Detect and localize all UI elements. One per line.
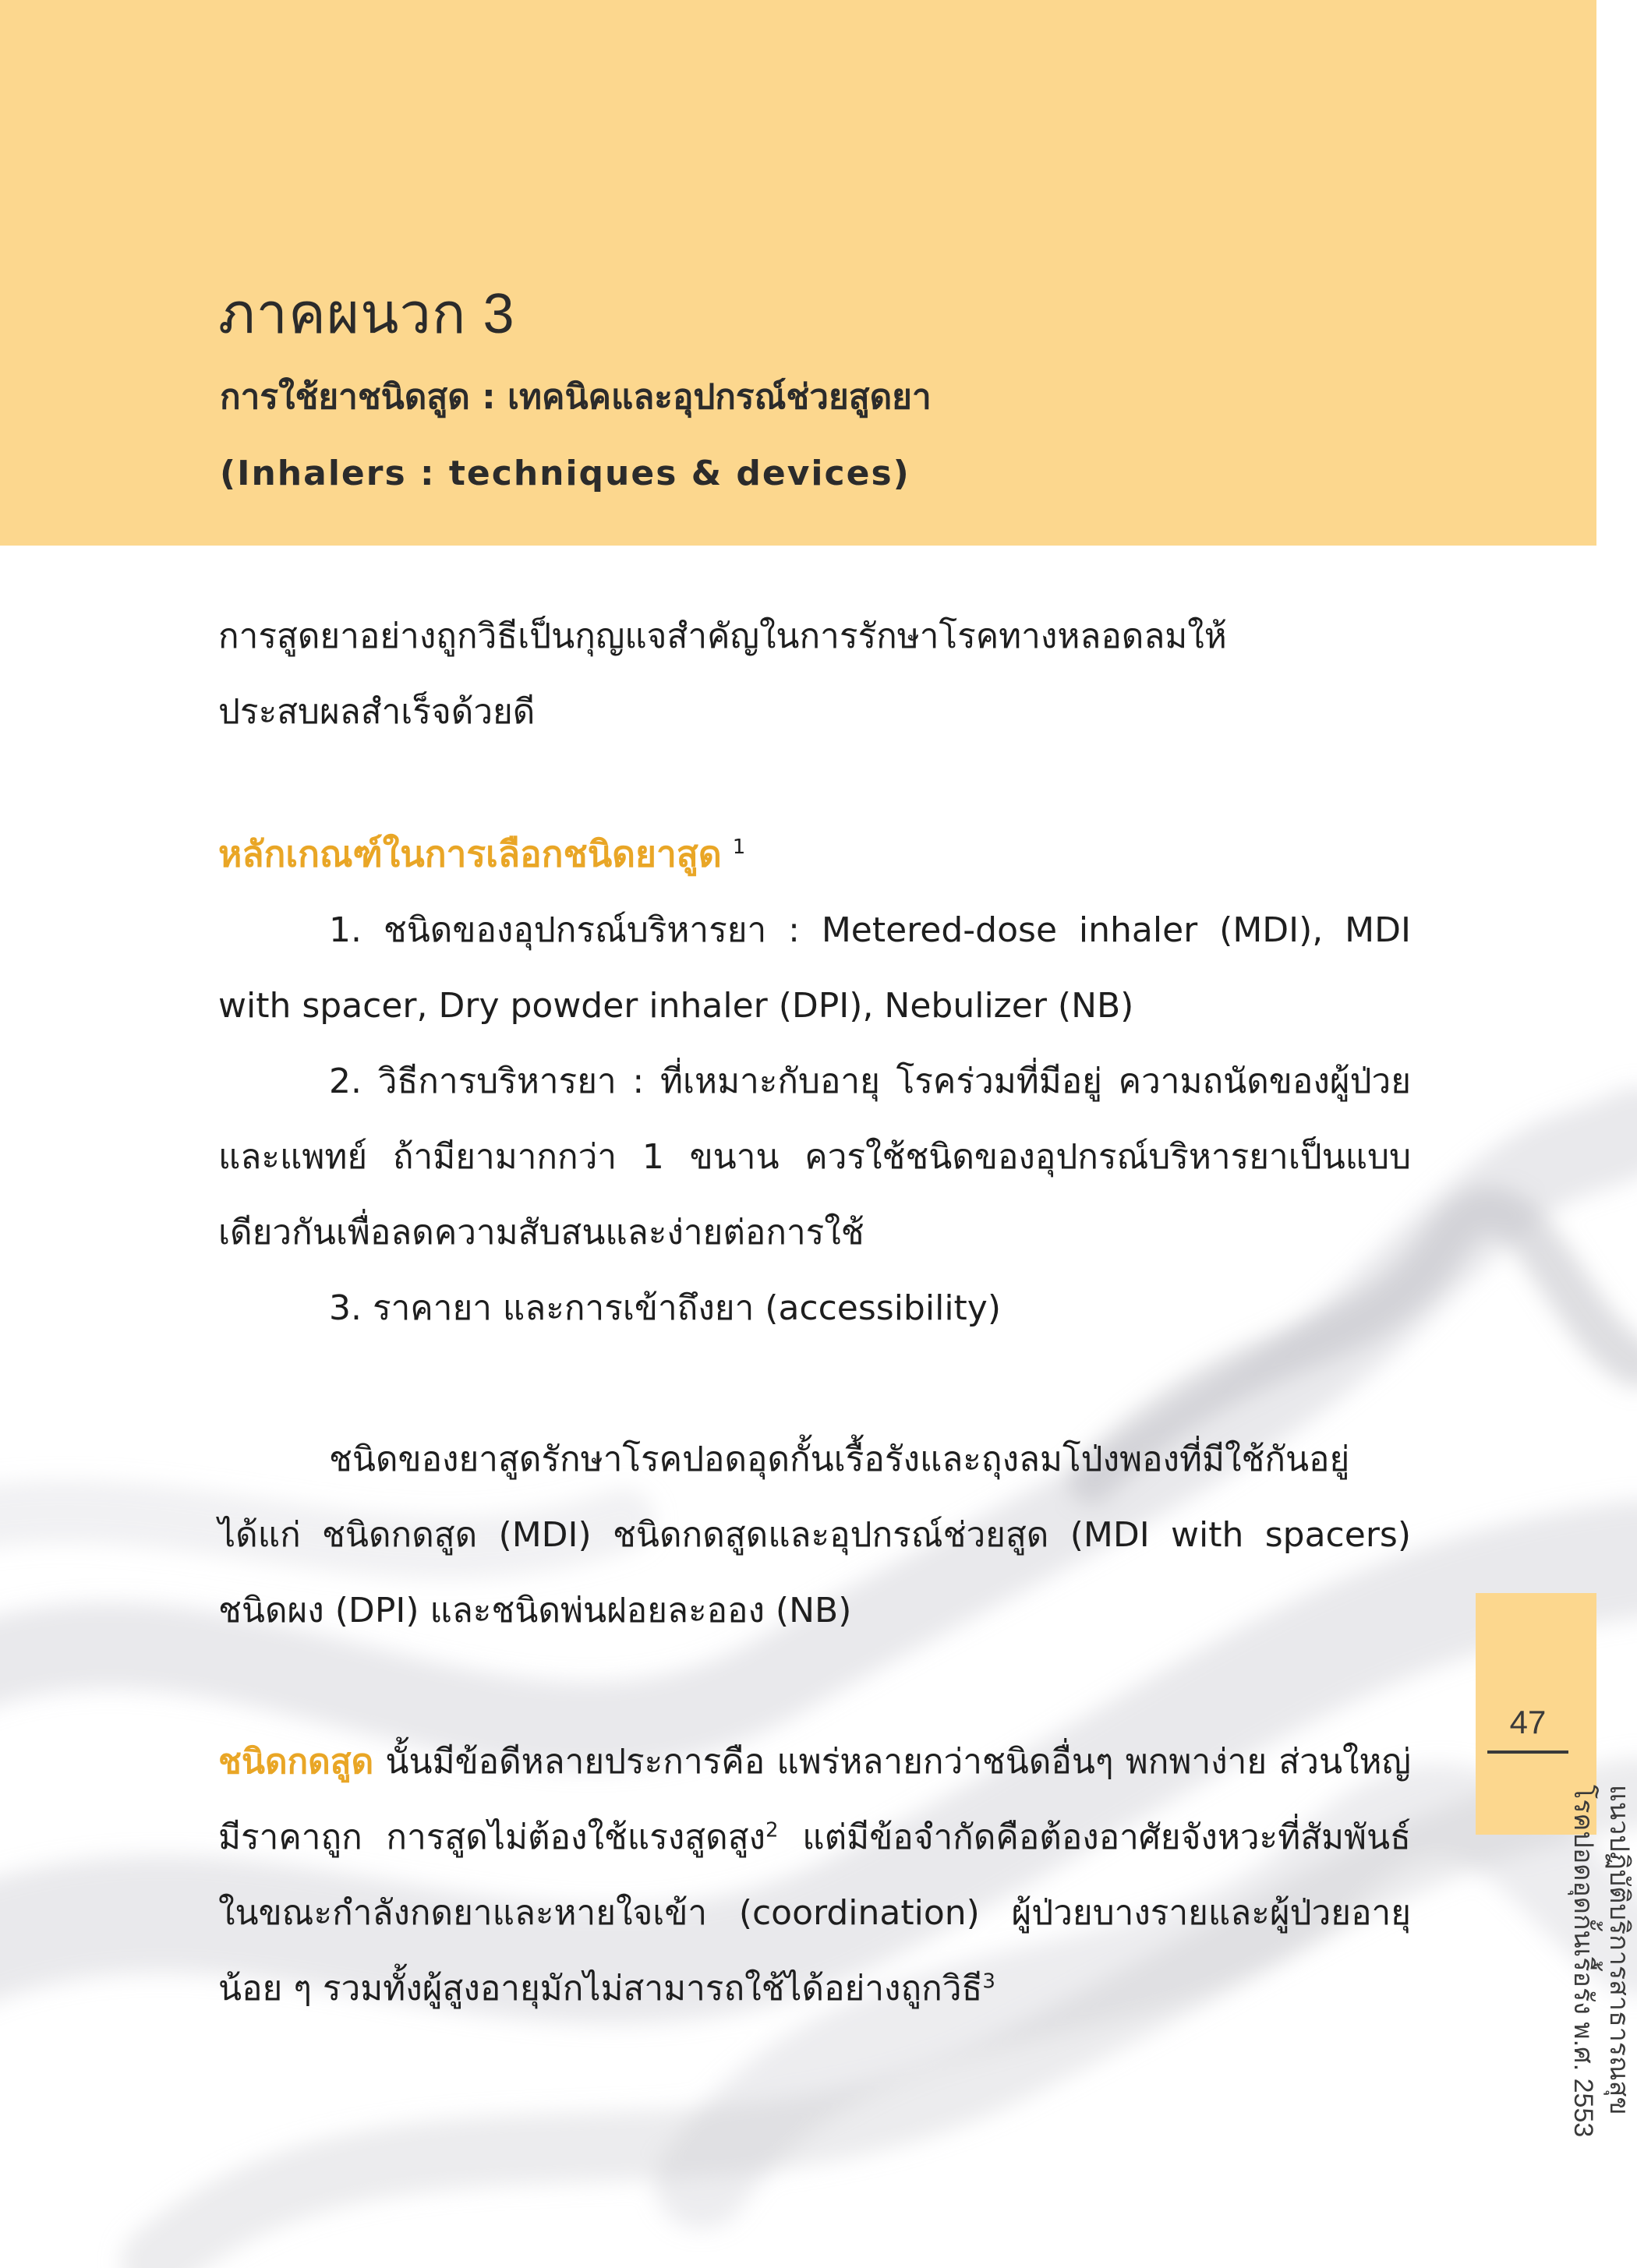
mdi-text-b: แต่มีข้อจำกัดคือต้องอาศัยจังหวะที่สัมพันธ์ในขณะกำลังกดยาและหายใจเข้า (coordination) ผู้ป่วยบางรายและผู้ป่วยอายุน้อย ๆ รวมทั้งผู้สูงอายุมักไม่สามารถใช้ได้อย่างถูกวิธี — [218, 1818, 1411, 2009]
running-title-line-2: โรคปอดอุดกั้นเรื้อรัง พ.ศ. 2553 — [1568, 1785, 1598, 2138]
criteria-heading-ref: 1 — [732, 835, 746, 859]
page-number: 47 — [1509, 1704, 1547, 1740]
intro-line-2: ประสบผลสำเร็จด้วยดี — [218, 692, 536, 732]
mdi-paragraph — [218, 1724, 1411, 2026]
appendix-title: ภาคผนวก 3 — [218, 283, 515, 345]
running-title — [1520, 1785, 1637, 2268]
criteria-item-1: 1. ชนิดของอุปกรณ์บริหารยา : Metered-dose inhaler (MDI), MDI with spacer, Dry powder inhaler (DPI), Nebulizer (NB) — [218, 910, 1411, 1026]
types-paragraph: ชนิดของยาสูดรักษาโรคปอดอุดกั้นเรื้อรังและถุงลมโป่งพองที่มีใช้กันอยู่ ได้แก่ ชนิดกดสูด (MDI) ชนิดกดสูดและอุปกรณ์ช่วยสูด (MDI with spacers) ชนิดผง (DPI) และชนิดพ่นฝอยละออง (NB) — [218, 1440, 1411, 1631]
subtitle-thai: การใช้ยาชนิดสูด : เทคนิคและอุปกรณ์ช่วยสูดยา — [220, 377, 932, 417]
page-number-rule — [1487, 1750, 1568, 1754]
criteria-heading — [218, 808, 1411, 892]
subtitle-english: (Inhalers : techniques & devices) — [220, 454, 910, 493]
body-content — [218, 599, 1411, 2026]
criteria-item-3: 3. ราคายา และการเข้าถึงยา (accessibility) — [329, 1288, 1001, 1329]
mdi-highlight: ชนิดกดสูด — [218, 1742, 374, 1782]
mdi-text-a: นั้นมีข้อดีหลายประการคือ แพร่หลายกว่าชนิดอื่นๆ พกพาง่าย ส่วนใหญ่มีราคาถูก การสูดไม่ต้องใช้แรงสูดสูง — [218, 1742, 1411, 1858]
criteria-item-2: 2. วิธีการบริหารยา : ที่เหมาะกับอายุ โรคร่วมที่มีอยู่ ความถนัดของผู้ป่วยและแพทย์ ถ้ามียามากกว่า 1 ขนาน ควรใช้ชนิดของอุปกรณ์บริหารยาเป็นแบบเดียวกันเพื่อลดความสับสนและง่ายต่อการใช้ — [218, 1062, 1411, 1253]
criteria-heading-text: หลักเกณฑ์ในการเลือกชนิดยาสูด — [218, 832, 722, 875]
mdi-ref-a: 2 — [765, 1818, 779, 1842]
mdi-ref-b: 3 — [982, 1969, 995, 1994]
intro-line-1: การสูดยาอย่างถูกวิธีเป็นกุญแจสำคัญในการรักษาโรคทางหลอดลมให้ — [218, 616, 1227, 656]
header-band — [0, 0, 1596, 546]
running-title-line-1: แนวปฏิบัติบริการสาธารณสุข — [1604, 1785, 1634, 2115]
